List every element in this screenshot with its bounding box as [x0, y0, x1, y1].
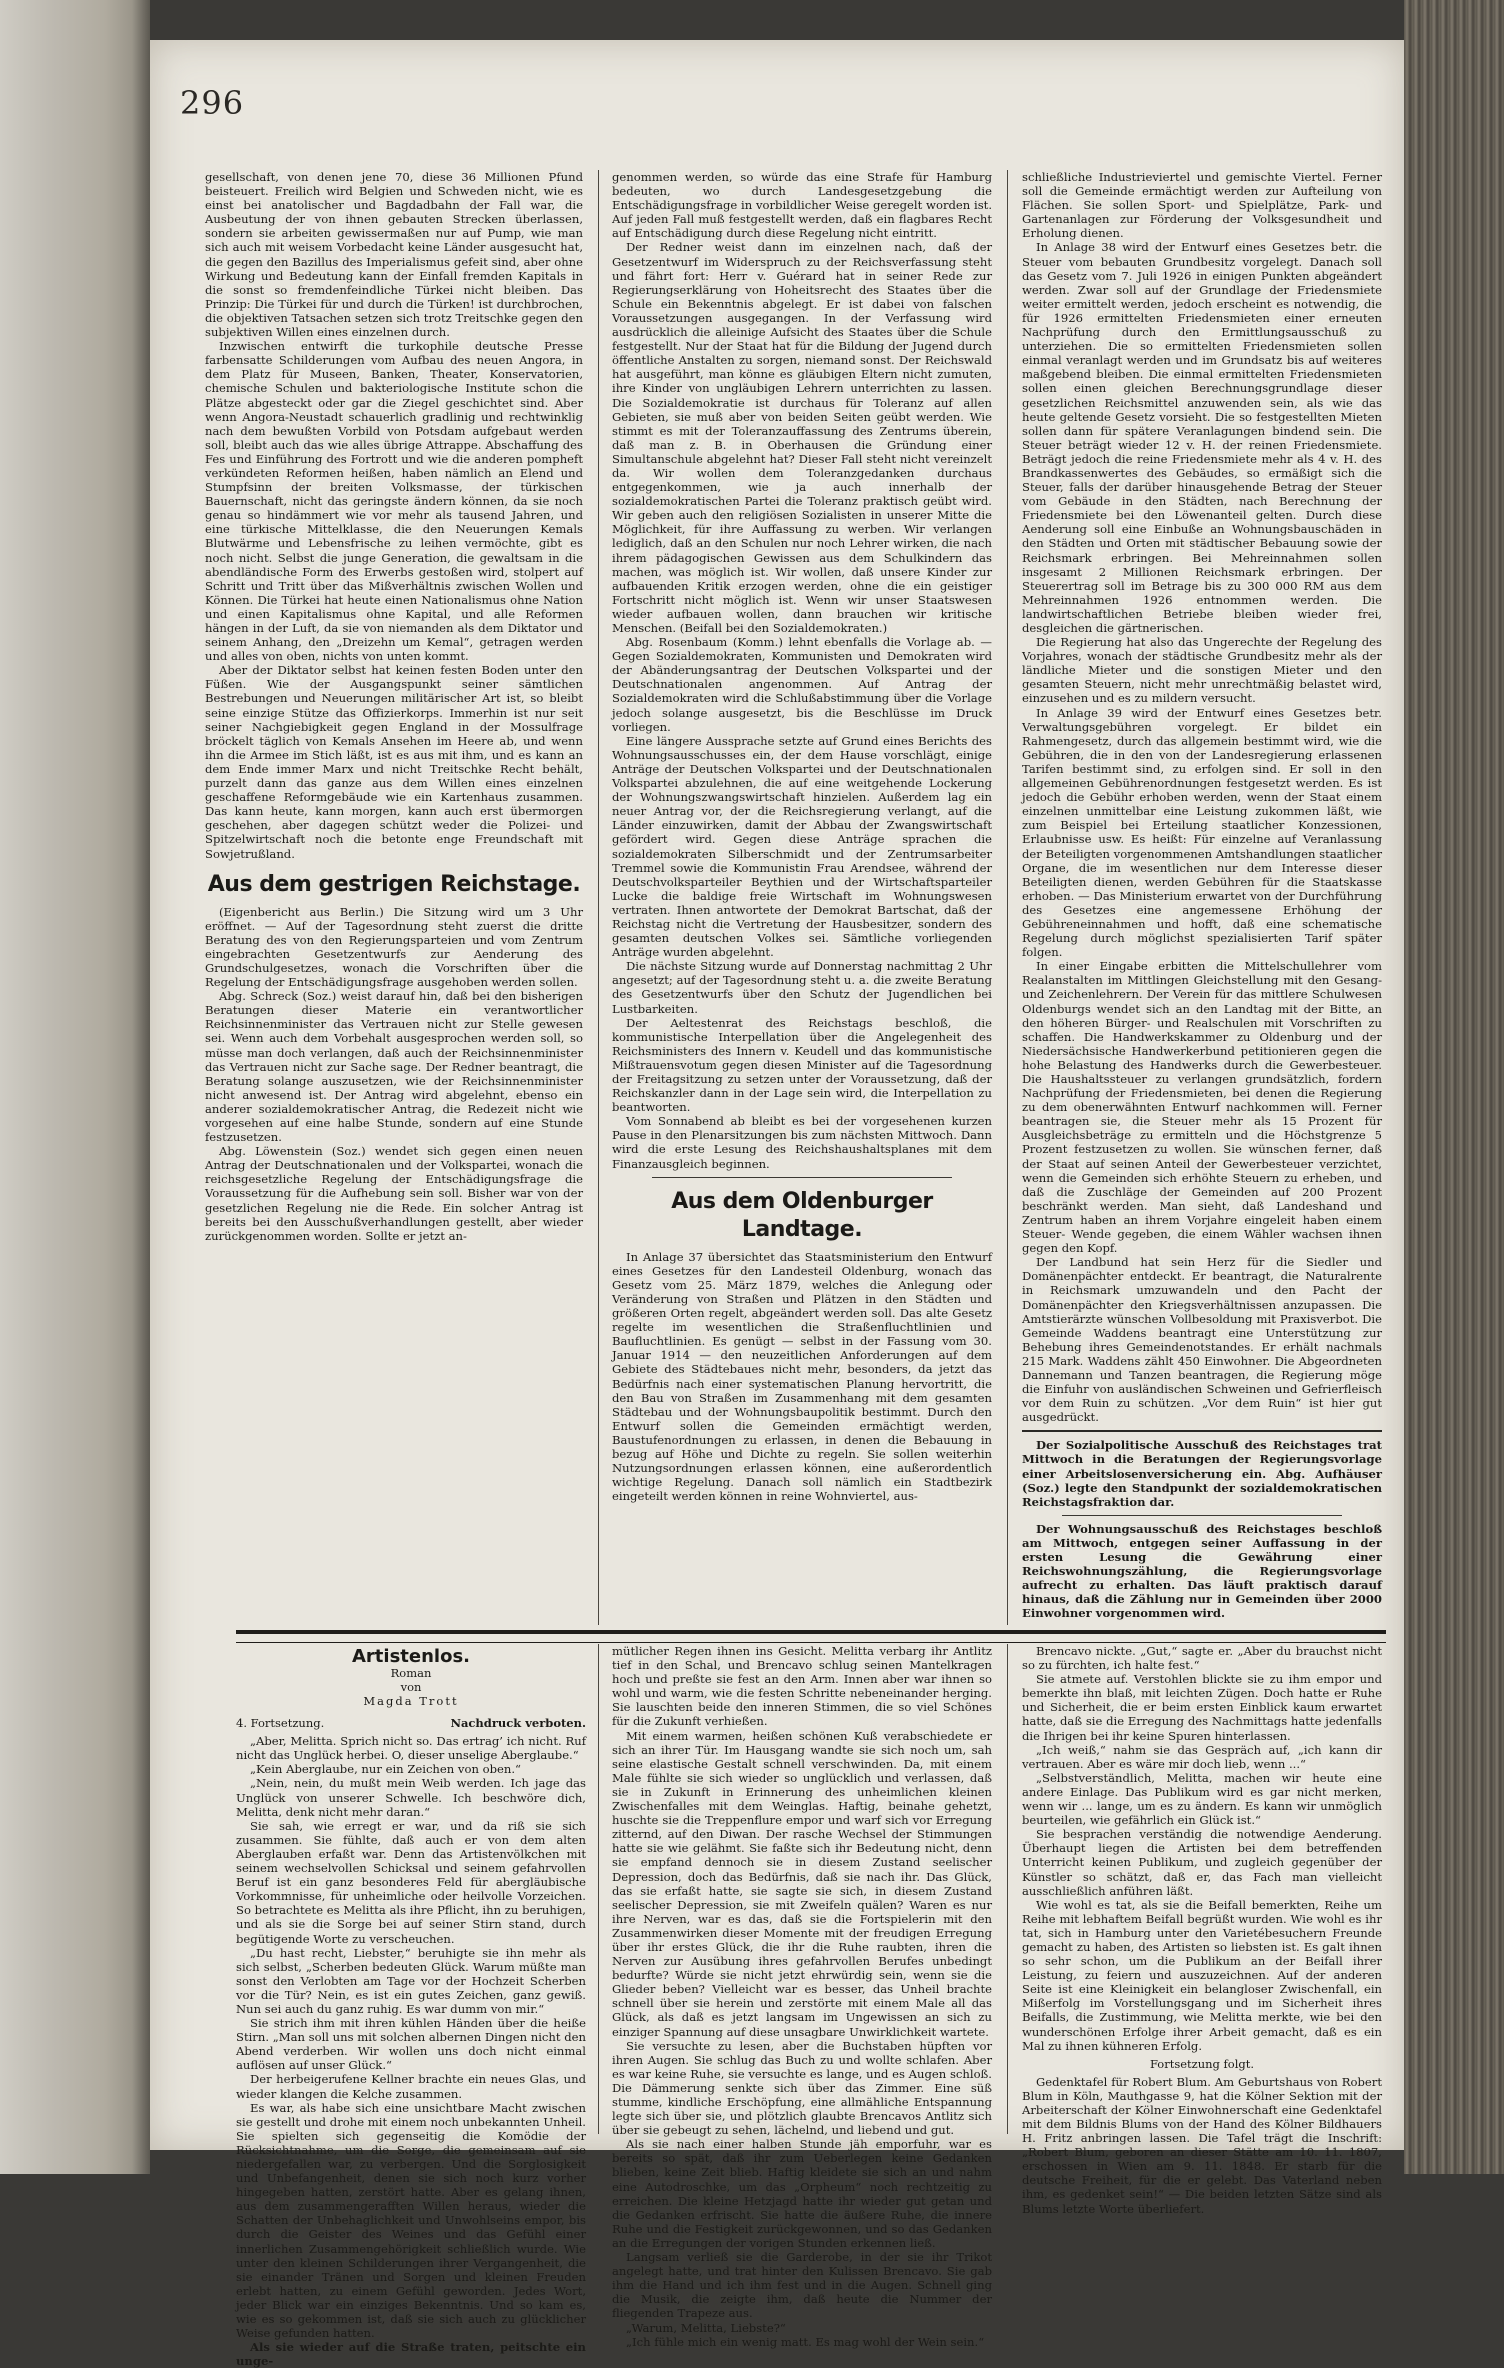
separator	[652, 1177, 952, 1178]
news-note: Der Sozialpolitische Ausschuß des Reichstages trat Mittwoch in die Beratungen der Regierungsvorlage einer Arbeitslosenversicherung ein. Abg. Aufhäuser (Soz.) legte den Standpunkt der sozialdemokratischen Reichstagsfraktion dar.	[1022, 1438, 1382, 1509]
paragraph: Der Aeltestenrat des Reichstags beschloß, die kommunistische Interpellation über die Angelegenheit des Reichsministers des Innern v. Keudell und das kommunistische Mißtrauensvotum gegen diesen Minister auf die Tagesordnung der Freitagsitzung zu setzen unter der Voraussetzung, daß der Reichskanzler dann in der Lage sein wird, die Interpellation zu beantworten.	[612, 1015, 992, 1115]
paragraph: Der Landbund hat sein Herz für die Siedler und Domänenpächter entdeckt. Er beantragt, die Naturalrente in Reichsmark umzuwandeln und den Pacht der Domänenpächter den Kriegsverhältnissen anzupassen. Die Amtstierärzte wünschen Vollbesoldung mit Praxisverbot. Die Gemeinde Waddens beantragt eine Unterstützung zur Behebung ihres Gemeindenotstandes. Er erhält nachmals 215 Mark. Waddens zählt 450 Einwohner. Die Abgeordneten Dannemann und Tanzen beantragen, die Regierung möge die Einfuhr von ausländischen Schweinen und Gefrierfleisch vor dem Ruin zu schützen. „Vor dem Ruin“ ist hier gut ausgedrückt.	[1022, 1255, 1382, 1425]
novel-author: Magda Trott	[363, 1694, 459, 1709]
paragraph: genommen werden, so würde das eine Strafe für Hamburg bedeuten, wo durch Landesgesetzgebung die Entschädigungsfrage in vorbildlicher Weise geregelt worden ist. Auf jeden Fall muß festgestellt werden, daß ein flagbares Recht auf Entschädigung durch diese Regelung nicht eintritt.	[612, 170, 992, 241]
scan-left-margin	[0, 0, 150, 2174]
rights-notice: Nachdruck verboten.	[450, 1716, 586, 1731]
paragraph: Abg. Rosenbaum (Komm.) lehnt ebenfalls die Vorlage ab. — Gegen Sozialdemokraten, Kommunisten und Demokraten wird der Abänderungsantrag der Deutschen Volkspartei und der Deutschnationalen angenommen. Auf Antrag der Sozialdemokraten wird die Schlußabstimmung über die Vorlage jedoch solange ausgesetzt, bis die Beschlüsse im Druck vorliegen.	[612, 635, 992, 734]
paragraph: Der Redner weist dann im einzelnen nach, daß der Gesetzentwurf im Widerspruch zu der Reichsverfassung steht und fährt fort: Herr v. Guérard hat in seiner Rede zur Regierungserklärung von Hoheitsrecht des Staates über die Schule ein Bekenntnis abgelegt. Er ist dabei von falschen Voraussetzungen ausgegangen. In der Verfassung wird ausdrücklich die alleinige Aufsicht des Staates über die Schule festgestellt. Nur der Staat hat für die Bildung der Jugend durch öffentliche Anstalten zu sorgen, niemand sonst. Der Reichswald hat ausgeführt, man könne es gläubigen Eltern nicht zumuten, ihre Kinder von ungläubigen Lehrern unterrichten zu lassen. Die Sozialdemokratie ist durchaus für Toleranz auf allen Gebieten, sie muß aber von beiden Seiten geübt werden. Wie stimmt es mit der Toleranzauffassung des Zentrums überein, daß man z. B. in Oberhausen die Gründung einer Simultanschule abgelehnt hat? Dieser Fall steht nicht vereinzelt da. Wir wollen dem Toleranzgedanken durchaus entgegenkommen, wie ja auch innerhalb der sozialdemokratischen Partei die Toleranz praktisch geübt wird. Wir geben auch den religiösen Sozialisten in unserer Mitte die Möglichkeit, für ihre Auffassung zu werben. Wir verlangen lediglich, daß an den Schulen nur noch Lehrer wirken, die nach ihrem pädagogischen Gewissen aus dem Schulkindern das machen, was möglich ist. Wir wollen, daß unsere Kinder zur aufbauenden Kritik erzogen werden, ohne die ein geistiger Fortschritt nicht möglich ist. Wenn wir unser Staatswesen wieder aufbauen wollen, dann brauchen wir kritische Menschen. (Beifall bei den Sozialdemokraten.)	[612, 240, 992, 635]
installment-row	[236, 1716, 586, 1730]
column-rule	[1007, 1644, 1008, 2134]
paragraph: Als sie nach einer halben Stunde jäh emporfuhr, war es bereits so spät, daß ihr zum Ueberlegen keine Gedanken blieben, keine Zeit blieb. Haftig kleidete sie sich an und nahm eine Autodroschke, um das „Orpheum“ noch rechtzeitig zu erreichen. Die kleine Hetzjagd hatte ihr wieder gut getan und die Gedanken erfrischt. Sie hatte die äußere Ruhe, die innere Ruhe und die Festigkeit zurückgewonnen, und so das Gedanken an die Erregungen der vorigen Stunden erkennen ließ.	[612, 2137, 992, 2250]
news-note: Der Wohnungsausschuß des Reichstages beschloß am Mittwoch, entgegen seiner Auffassung in der ersten Lesung die Gewährung einer Reichswohnungszählung, die Regierungsvorlage aufrecht zu erhalten. Das läuft praktisch darauf hinaus, daß die Zählung nur in Gemeinden über 2000 Einwohner vorgenommen wird.	[1022, 1521, 1382, 1621]
column-rule	[598, 170, 599, 1625]
book-fold-shadow	[132, 0, 150, 2174]
paragraph: Sie sah, wie erregt er war, und da riß sie sich zusammen. Sie fühlte, daß auch er von dem alten Aberglauben erfaßt war. Denn das Artistenvölkchen mit seinem wechselvollen Schicksal und seinem gefahrvollen Beruf ist ein ganz besonderes Feld für abergläubische Vorkommnisse, für unheimliche oder heilvolle Vorzeichen. So betrachtete es Melitta als ihre Pflicht, ihn zu beruhigen, und als sie die Sorge bei auf seiner Stirn stand, durch begütigende Worte zu verscheuchen.	[236, 1818, 586, 1946]
column-bottom-right	[1022, 1644, 1382, 2216]
paragraph: Vom Sonnabend ab bleibt es bei der vorgesehenen kurzen Pause in den Plenarsitzungen bis zum nächsten Mittwoch. Dann wird die erste Lesung des Reichshaushaltsplanes mit dem Finanzausgleich beginnen.	[612, 1114, 992, 1171]
novel-by: von	[400, 1680, 422, 1695]
paragraph: Aber der Diktator selbst hat keinen festen Boden unter den Füßen. Wie der Ausgangspunkt seiner sämtlichen Bestrebungen und Neuerungen militärischer Art ist, so bleibt seine einzige Stütze das Offizierkorps. Immerhin ist nur seit seiner Nachgiebigkeit gegen England in der Mossulfrage bröckelt täglich von Kemals Ansehen im Heere ab, und wenn ihn die Armee im Stich läßt, ist es aus mit ihm, und es kann an dem Ende immer Marx und nicht Treitschke Recht behält, purzelt dann das ganze aus dem Willen eines einzelnen geschaffene Reformgebäude wie ein Kartenhaus zusammen. Das kann heute, kann morgen, kann auch erst übermorgen geschehen, aber dagegen schützt weder die Polizei- und Spitzelwirtschaft noch die betonte enge Freundschaft mit Sowjetrußland.	[205, 663, 583, 861]
paragraph: „Ich weiß,“ nahm sie das Gespräch auf, „ich kann dir vertrauen. Aber es wäre mir doch lieb, wenn ...“	[1022, 1742, 1382, 1771]
paragraph: „Kein Aberglaube, nur ein Zeichen von oben.“	[250, 1762, 521, 1777]
headline-oldenburger-landtag: Aus dem Oldenburger Landtage.	[671, 1188, 933, 1242]
paragraph: „Nein, nein, du mußt mein Weib werden. Ich jage das Unglück von unserer Schwelle. Ich beschwöre dich, Melitta, denk nicht mehr daran.“	[236, 1776, 586, 1819]
newspaper-page	[150, 40, 1404, 2368]
paragraph: Brencavo nickte. „Gut,“ sagte er. „Aber du brauchst nicht so zu fürchten, ich halte fest.“	[1022, 1644, 1382, 1673]
paragraph: mütlicher Regen ihnen ins Gesicht. Melitta verbarg ihr Antlitz tief in den Schal, und Brencavo schlug seinen Mantelkragen hoch und preßte sie fest an den Arm. Innen aber war ihnen so wohl und warm, wie die festen Schritte nebeneinander herging. Sie lauschten beide den inneren Stimmen, die so viel Schönes für die Zukunft verhießen.	[612, 1644, 992, 1729]
paragraph: Die Regierung hat also das Ungerechte der Regelung des Vorjahres, wonach der städtische Grundbesitz mehr als der ländliche Mieter und die sonstigen Mieter und den gesamten Steuern, nicht mehr unrechtmäßig belastet wird, einzusehen und es zu mildern versucht.	[1022, 635, 1382, 706]
paragraph: schließliche Industrieviertel und gemischte Viertel. Ferner soll die Gemeinde ermächtigt werden zur Aufteilung von Flächen. Sie sollen Sport- und Spielplätze, Park- und Gartenanlagen zur Förderung der Volksgesundheit und Erholung dienen.	[1022, 170, 1382, 241]
column-top-middle	[612, 170, 992, 1625]
column-top-right	[1022, 170, 1382, 1625]
novel-title: Artistenlos.	[351, 1646, 470, 1667]
paragraph: Langsam verließ sie die Garderobe, in der sie ihr Trikot angelegt hatte, und trat hinter den Kulissen Brencavo. Sie gab ihm die Hand und ich ihm fest und in die Augen. Schnell ging die Musik, die zeigte ihm, daß heute die Nummer der fliegenden Trapeze aus.	[612, 2250, 992, 2321]
paragraph: (Eigenbericht aus Berlin.) Die Sitzung wird um 3 Uhr eröffnet. — Auf der Tagesordnung steht zuerst die dritte Beratung des von den Regierungsparteien und vom Zentrum eingebrachten Gesetzentwurfs zur Aenderung des Grundschulgesetzes, wonach die Vorschriften über die Regelung der Entschädigungsfrage ausgehoben werden sollen.	[205, 904, 583, 990]
paragraph: Es war, als habe sich eine unsichtbare Macht zwischen sie gestellt und drohe mit einem noch unbekannten Unheil. Sie spielten sich gegenseitig die Komödie der Rücksichtnahme, um die Sorge, die gemeinsam auf sie niedergefallen war, zu verbergen. Und die Sorglosigkeit und Unbefangenheit, denen sie sich noch kurz vorher hingegeben hatten, zerstört hatte. Aber es gelang ihnen, aus dem zusammengerafften Willen heraus, wieder die Schatten der Unbehaglichkeit und Unwohlseins empor, bis durch die Geister des Weines und das Gefühl einer innerlichen Zusammengehörigkeit schließlich wurde. Wie unter den kleinen Schilderungen ihrer Vergangenheit, die sie einander Tränen und Sorgen und kleinen Freuden erlebt hatten, zu einem Gefühl geworden. Jedes Wort, jeder Blick war ein einziges Bekenntnis. Und so kam es, wie es so gekommen ist, daß sie sich auch zu glücklicher Weise gefunden hatten.	[236, 2100, 586, 2341]
paragraph: Abg. Löwenstein (Soz.) wendet sich gegen einen neuen Antrag der Deutschnationalen und der Volkspartei, wonach die reichsgesetzliche Regelung der Entschädigungsfrage die Voraussetzung für die Aufhebung sein soll. Bisher war von der gesetzlichen Regelung nie die Rede. Ein solcher Antrag ist bereits bei den Ausschußverhandlungen gestellt, aber wieder zurückgenommen worden. Sollte er jetzt an-	[205, 1144, 583, 1243]
paragraph: Wie wohl es tat, als sie die Beifall bemerkten, Reihe um Reihe mit lebhaftem Beifall begrüßt wurden. Wie wohl es ihr tat, sich in Hamburg unter den Varietébesuchern Freunde gemacht zu haben, des Artisten so liebsten ist. Es galt ihnen so sehr schon, um die Publikum an der Beifall ihrer Leistung, zu feiern und auszuzeichnen. Auf der anderen Seite ist eine Kleinigkeit ein belangloser Zwischenfall, ein Mißerfolg im Vorstellungsgang und im Sicherheit ihres Beifalls, die Zustimmung, wie Melitta merkte, wie bei den wunderschönen Erfolge ihrer Arbeit gemacht, daß es ein Mal zu ihnen kühneren Erfolg.	[1022, 1897, 1382, 2053]
separator	[1062, 1515, 1342, 1516]
novel-genre: Roman	[390, 1666, 432, 1681]
column-rule	[1007, 170, 1008, 1625]
paragraph: Eine längere Aussprache setzte auf Grund eines Berichts des Wohnungsausschusses ein, der dem Hause vorschlägt, einige Anträge der Deutschen Volkspartei und der Deutschnationalen Volkspartei abzulehnen, die auf eine weitgehende Lockerung der Wohnungszwangswirtschaft hinzielen. Außerdem lag ein neuer Antrag vor, der die Reichsregierung verlangt, auf die Länder einzuwirken, damit der Abbau der Zwangswirtschaft gefördert wird. Gegen diese Anträge sprachen die sozialdemokraten Silberschmidt und der Zentrumsarbeiter Tremmel sowie die Kommunistin Frau Arendsee, während der Deutschvolksparteiler Beythien und der Wirtschaftsparteiler Lucke die baldige freie Wirtschaft im Wohnungswesen vertraten. Ihnen antwortete der Demokrat Bartschat, daß der Reichstag nicht die Vertretung der Hausbesitzer, sondern des gesamten deutschen Volkes sei. Sämtliche vorliegenden Anträge wurden abgelehnt.	[612, 733, 992, 960]
paragraph: „Ich fühle mich ein wenig matt. Es mag wohl der Wein sein.“	[626, 2334, 985, 2349]
paragraph: In Anlage 38 wird der Entwurf eines Gesetzes betr. die Steuer vom bebauten Grundbesitz vorgelegt. Danach soll das Gesetz vom 7. Juli 1926 in einigen Punkten abgeändert werden. Zwar soll auf der Grundlage der Friedensmiete weiter ermittelt werden, jedoch erscheint es notwendig, die für 1926 ermittelten Friedensmieten einer erneuten Nachprüfung durch den Ermittlungsausschuß zu unterziehen. Die so ermittelten Friedensmieten sollen einmal veranlagt werden und im Grundsatz bis auf weiteres maßgebend bleiben. Die einmal ermittelten Friedensmieten sollen einen gleichen Berechnungsgrundlage dieser gesetzlichen Reichsmittel anzuwenden sein, als wie das heute geltende Gesetz vorsieht. Die so festgestellten Mieten sollen dann für spätere Veranlagungen bindend sein. Die Steuer beträgt wieder 12 v. H. der reinen Friedensmiete. Beträgt jedoch die reine Friedensmiete mehr als 4 v. H. des Brandkassenwertes des Gebäudes, so ermäßigt sich die Steuer, falls der darüber hinausgehende Betrag der Steuer vom Gebäude in den Städten, nach Berechnung der Friedensmiete bei den Löwenanteil gelten. Durch diese Aenderung soll eine Einbuße an Wohnungsbauschäden in den Städten und Orten mit städtischer Bebauung sowie der Reichsmark erbringen. Bei Mehreinnahmen sollen insgesamt 2 Millionen Reichsmark erbringen. Der Steuerertrag soll im Betrage bis zu 300 000 RM aus dem Mehreinnahmen 1926 entnommen werden. Die landwirtschaftlichen Betriebe bleiben wieder frei, desgleichen die gärtnerischen.	[1022, 240, 1382, 635]
continuation-note: Fortsetzung folgt.	[1149, 2056, 1255, 2071]
paragraph: gesellschaft, von denen jene 70, diese 36 Millionen Pfund beisteuert. Freilich wird Belgien und Schweden nicht, wie es einst bei anatolischer und Bagdadbahn der Fall war, die Ausbeutung der von ihnen gebauten Strecken überlassen, sondern sie arbeiten gewissermaßen nur auf Pump, wie man sich auch mit weisem Vorbedacht keine Länder ausgesucht hat, die gegen den Bazillus des Imperialismus gefeit sind, aber ohne Wirkung und Bedeutung kann der Einfall fremden Kapitals in die sonst so fremdenfeindliche Türkei nicht bleiben. Das Prinzip: Die Türkei für und durch die Türken! ist durchbrochen, die objektiven Tatsachen setzen sich trotz Treitschke gegen den subjektiven Willen eines einzelnen durch.	[205, 170, 583, 340]
separator	[1022, 1430, 1382, 1432]
headline-reichstag: Aus dem gestrigen Reichstage.	[207, 871, 581, 897]
paragraph: Gedenktafel für Robert Blum. Am Geburtshaus von Robert Blum in Köln, Mauthgasse 9, hat die Kölner Sektion mit der Arbeiterschaft der Kölner Einwohnerschaft eine Gedenktafel mit dem Bildnis Blums von der Hand des Kölner Bildhauers H. Fritz anbringen lassen. Die Tafel trägt die Inschrift: „Robert Blum, geboren an dieser Stätte am 10. 11. 1807, erschossen in Wien am 9. 11. 1848. Er starb für die deutsche Freiheit, für die er gelebt. Das Vaterland neben ihm, es gedenket sein!“ — Die beiden letzten Sätze sind als Blums letzte Worte überliefert.	[1022, 2074, 1382, 2216]
column-bottom-middle	[612, 1644, 992, 2349]
paragraph: „Du hast recht, Liebster,“ beruhigte sie ihn mehr als sich selbst, „Scherben bedeuten Glück. Warum müßte man sonst den Verlobten am Tage vor der Hochzeit Scherben vor die Tür? Nein, es ist ein gutes Zeichen, ganz gewiß. Nun sei auch du ganz ruhig. Es war dumm von mir.“	[236, 1945, 586, 2016]
paragraph: In Anlage 39 wird der Entwurf eines Gesetzes betr. Verwaltungsgebühren vorgelegt. Er bildet ein Rahmengesetz, durch das allgemein bestimmt wird, wie die Gebühren, die in den von der Landesregierung erlassenen Tarifen bestimmt sind, zu erfolgen sind. Er soll in den allgemeinen Gebührenordnungen festgesetzt werden. Es ist jedoch die Gebühr erhoben werden, wenn der Staat einem einzelnen unmittelbar eine Leistung zukommen läßt, wie zum Beispiel bei Erteilung staatlicher Konzessionen, Erlaubnisse usw. Es heißt: Für einzelne auf Veranlassung der Beteiligten vorgenommenen Amtshandlungen staatlicher Organe, die im wesentlichen nur dem Interesse dieser Beteiligten dienen, werden Gebühren für die Staatskasse erhoben. — Das Ministerium erwartet von der Durchführung des Gesetzes eine angemessene Erhöhung der Gebühreneinnahmen und hofft, daß eine schematische Regelung durch möglichst spezialisierten Tarif später folgen.	[1022, 705, 1382, 960]
paragraph: Der herbeigerufene Kellner brachte ein neues Glas, und wieder klangen die Kelche zusammen.	[236, 2072, 586, 2101]
paragraph: „Aber, Melitta. Sprich nicht so. Das ertrag’ ich nicht. Ruf nicht das Unglück herbei. O, dieser unselige Aberglaube.“	[236, 1734, 586, 1763]
feuilleton-divider	[236, 1630, 1386, 1643]
scan-right-book-edge	[1404, 0, 1504, 2174]
paragraph: Die nächste Sitzung wurde auf Donnerstag nachmittag 2 Uhr angesetzt; auf der Tagesordnung steht u. a. die zweite Beratung des Gesetzentwurfs über den Schutz der Jugendlichen bei Lustbarkeiten.	[612, 959, 992, 1016]
page-number: 296	[180, 84, 245, 122]
paragraph: In Anlage 37 übersichtet das Staatsministerium den Entwurf eines Gesetzes für den Landesteil Oldenburg, wonach das Gesetz vom 25. März 1879, welches die Anlegung oder Veränderung von Straßen und Plätzen in den Städten und größeren Orten regelt, abgeändert werden soll. Das alte Gesetz regelte im wesentlichen die Straßenfluchtlinien und Baufluchtlinien. Es genügt — selbst in der Fassung vom 30. Januar 1914 — den neuzeitlichen Anforderungen auf dem Gebiete des Städtebaues nicht mehr, besonders, da jetzt das Bedürfnis nach einer systematischen Planung hervortritt, die den Bau von Straßen im Zusammenhang mit dem gesamten Städtebau und der Wohnungsbaupolitik bestimmt. Durch den Entwurf sollen die Gemeinden ermächtigt werden, Baustufenordnungen zu erlassen, in denen die Bebauung in bezug auf Höhe und Dichte zu regeln. Sie sollen weiterhin Nutzungsordnungen erlassen können, eine außerordentlich wichtige Regelung. Danach soll nämlich ein Stadtbezirk eingeteilt werden können in reine Wohnviertel, aus-	[612, 1249, 992, 1504]
paragraph: Mit einem warmen, heißen schönen Kuß verabschiedete er sich an ihrer Tür. Im Hausgang wandte sie sich noch um, sah seine elastische Gestalt schnell verschwinden. Da, mit einem Male fühlte sie sich wieder so unglücklich und verlassen, daß sie in Zukunft in Erinnerung des unheimlichen kleinen Zwischenfalles mit dem Weinglas. Haftig, beinahe gehetzt, huschte sie die Treppenflure empor und warf sich vor Erregung zitternd, auf den Diwan. Der rasche Wechsel der Stimmungen hatte sie wie gelähmt. Sie faßte sich ihr Bedeutung nicht, denn sie empfand dennoch sie in diesem Zustand seelischer Depression, doch das Bedürfnis, daß sie nach ihr. Das Glück, das sie erfaßt hatte, sie sagte sie sich, in diesem Zustand seelischer Depression, sie mit Zweifeln quälen? Waren es nur ihre Nerven, war es das, daß sie die Fortspielerin mit den Zusammenwirken dieser Momente mit der freudigen Erregung über ihr erstes Glück, die ihr die Ruhe raubten, ihren die Nerven zur Ausübung ihres gefahrvollen Berufes unbedingt bedurfte? Würde sie nicht jetzt ehrwürdig sein, wenn sie die Glieder beben? Vielleicht war es besser, das Unheil brachte schnell über sie herein und zerstörte mit einem Male all das Glück, als daß es jetzt langsam im Ungewissen an sich zu einziger Spannung auf diese unsagbare Unwirklichkeit wartete.	[612, 1728, 992, 2039]
column-bottom-left	[236, 1644, 586, 2368]
column-rule	[598, 1644, 599, 2134]
paragraph: Abg. Schreck (Soz.) weist darauf hin, daß bei den bisherigen Beratungen dieser Materie ein verantwortlicher Reichsinnenminister das Vertrauen nicht zur Stelle gewesen sei. Wenn auch dem Vorbehalt ausgesprochen werden soll, so müsse man doch verlangen, daß auch der Reichsinnenminister das Vertrauen nicht zur Sache sage. Der Redner beantragt, die Beratung solange auszusetzen, wie der Reichsinnenminister nicht anwesend ist. Der Antrag wird abgelehnt, ebenso ein anderer sozialdemokratischer Antrag, die Redezeit nicht wie vorgesehen auf eine halbe Stunde, sondern auf eine Stunde festzusetzen.	[205, 989, 583, 1145]
paragraph: Sie versuchte zu lesen, aber die Buchstaben hüpften vor ihren Augen. Sie schlug das Buch zu und wollte schlafen. Aber es war keine Ruhe, sie versuchte es lange, und es Augen schloß. Die Dämmerung senkte sich über das Zimmer. Eine süß stumme, kindliche Erschöpfung, eine allmähliche Entspannung legte sich über sie, und plötzlich glaubte Brencavos Antlitz sich über sie gebeugt zu sehen, lächelnd, und liebend und gut.	[612, 2038, 992, 2138]
paragraph: „Selbstverständlich, Melitta, machen wir heute eine andere Einlage. Das Publikum wird es gar nicht merken, wenn wir ... lange, um es zu ändern. Es kann wir unmöglich beurteilen, wie gefährlich ein Glück ist.“	[1022, 1770, 1382, 1828]
paragraph: „Warum, Melitta, Liebste?“	[626, 2320, 786, 2335]
paragraph: Inzwischen entwirft die turkophile deutsche Presse farbensatte Schilderungen vom Aufbau des neuen Angora, in dem Platz für Museen, Banken, Theater, Konservatorien, chemische Schulen und bakteriologische Institute schon die Plätze abgesteckt oder gar die Ziegel geschichtet sind. Aber wenn Angora-Neustadt schauerlich gradlinig und rechtwinklig nach dem bewußten Vorbild von Potsdam aufgebaut werden soll, bleibt auch das wie alles übrige Attrappe. Abschaffung des Fes und Einführung des Fortrott und wie die anderen pompheft verkündeten Reformen heißen, haben nämlich an Elend und Stumpfsinn der breiten Volksmasse, der türkischen Bauernschaft, nicht das geringste ändern können, da sie noch genau so hindämmert wie vor mehr als tausend Jahren, und eine türkische Mittelklasse, die den Neuerungen Kemals Blutwärme und Lebensfrische zu leihen vermöchte, gibt es noch nicht. Selbst die junge Generation, die gewaltsam in die abendländische Form des Erwerbs gestoßen wird, stolpert auf Schritt und Tritt über das Mißverhältnis zwischen Wollen und Können. Die Türkei hat heute einen Nationalismus ohne Nation und einen Kapitalismus ohne Kapital, und alle Reformen hängen in der Luft, da sie von niemanden als dem Diktator und seinem Anhang, den „Dreizehn um Kemal“, getragen werden und alles von oben, nichts von unten kommt.	[205, 339, 583, 664]
paragraph: Sie atmete auf. Verstohlen blickte sie zu ihm empor und bemerkte ihn blaß, mit leichten Zügen. Doch hatte er Ruhe und Sicherheit, die er beim ersten Einblick kaum erwartet hatte, daß sie die Erregung des Nachmittags hatte jedenfalls die Ihrigen bei ihr keine Spuren hinterlassen.	[1022, 1672, 1382, 1743]
paragraph: Als sie wieder auf die Straße traten, peitschte ein unge-	[236, 2340, 586, 2368]
column-top-left	[205, 170, 583, 1625]
paragraph: Sie besprachen verständig die notwendige Aenderung. Überhaupt liegen die Artisten bei dem betreffenden Unterricht keinen Publikum, und zugleich gegenüber der Künstler so schätzt, daß er, das Fach man vielleicht ausschließlich anführen läßt.	[1022, 1827, 1382, 1898]
paragraph: In einer Eingabe erbitten die Mittelschullehrer vom Realanstalten im Mittlingen Gleichstellung mit den Gesang- und Zeichenlehrern. Der Verein für das mittlere Schulwesen Oldenburgs wendet sich an den Landtag mit der Bitte, an den höheren Bürger- und Realschulen mit Vorschriften zu schaffen. Die Handwerkskammer zu Oldenburg und der Niedersächsische Handwerkerbund petitionieren gegen die hohe Belastung des Handwerks durch die Gewerbesteuer. Die Haushaltssteuer zu verlangen grundsätzlich, fordern Nachprüfung der Friedensmieten, bei denen die Regierung zu dem obenerwähnten Entwurf nachkommen will. Ferner beantragen sie, die Steuer mehr als 15 Prozent für Ausgleichsbeträge zu ermitteln und die Höchstgrenze 5 Prozent festzusetzen zu wollen. Sie wünschen ferner, daß der Staat auf seinen Anteil der Gewerbesteuer verzichtet, wenn die Gemeinden sich erhöhte Steuern zu erheben, und daß die Zuschläge der Gemeinden auf 200 Prozent beschränkt werden. Man sieht, daß Landeshand und Zentrum haben an ihrem Vorjahre eingeleit haben einem Steuer- Wende gegeben, die einem Wähler wachsen ihnen gegen den Kopf.	[1022, 959, 1382, 1256]
paragraph: Sie strich ihm mit ihren kühlen Händen über die heiße Stirn. „Man soll uns mit solchen albernen Dingen nicht den Abend verderben. Wir wollen uns doch nicht einmal auflösen auf unser Glück.“	[236, 2016, 586, 2073]
installment-label: 4. Fortsetzung.	[236, 1716, 325, 1731]
